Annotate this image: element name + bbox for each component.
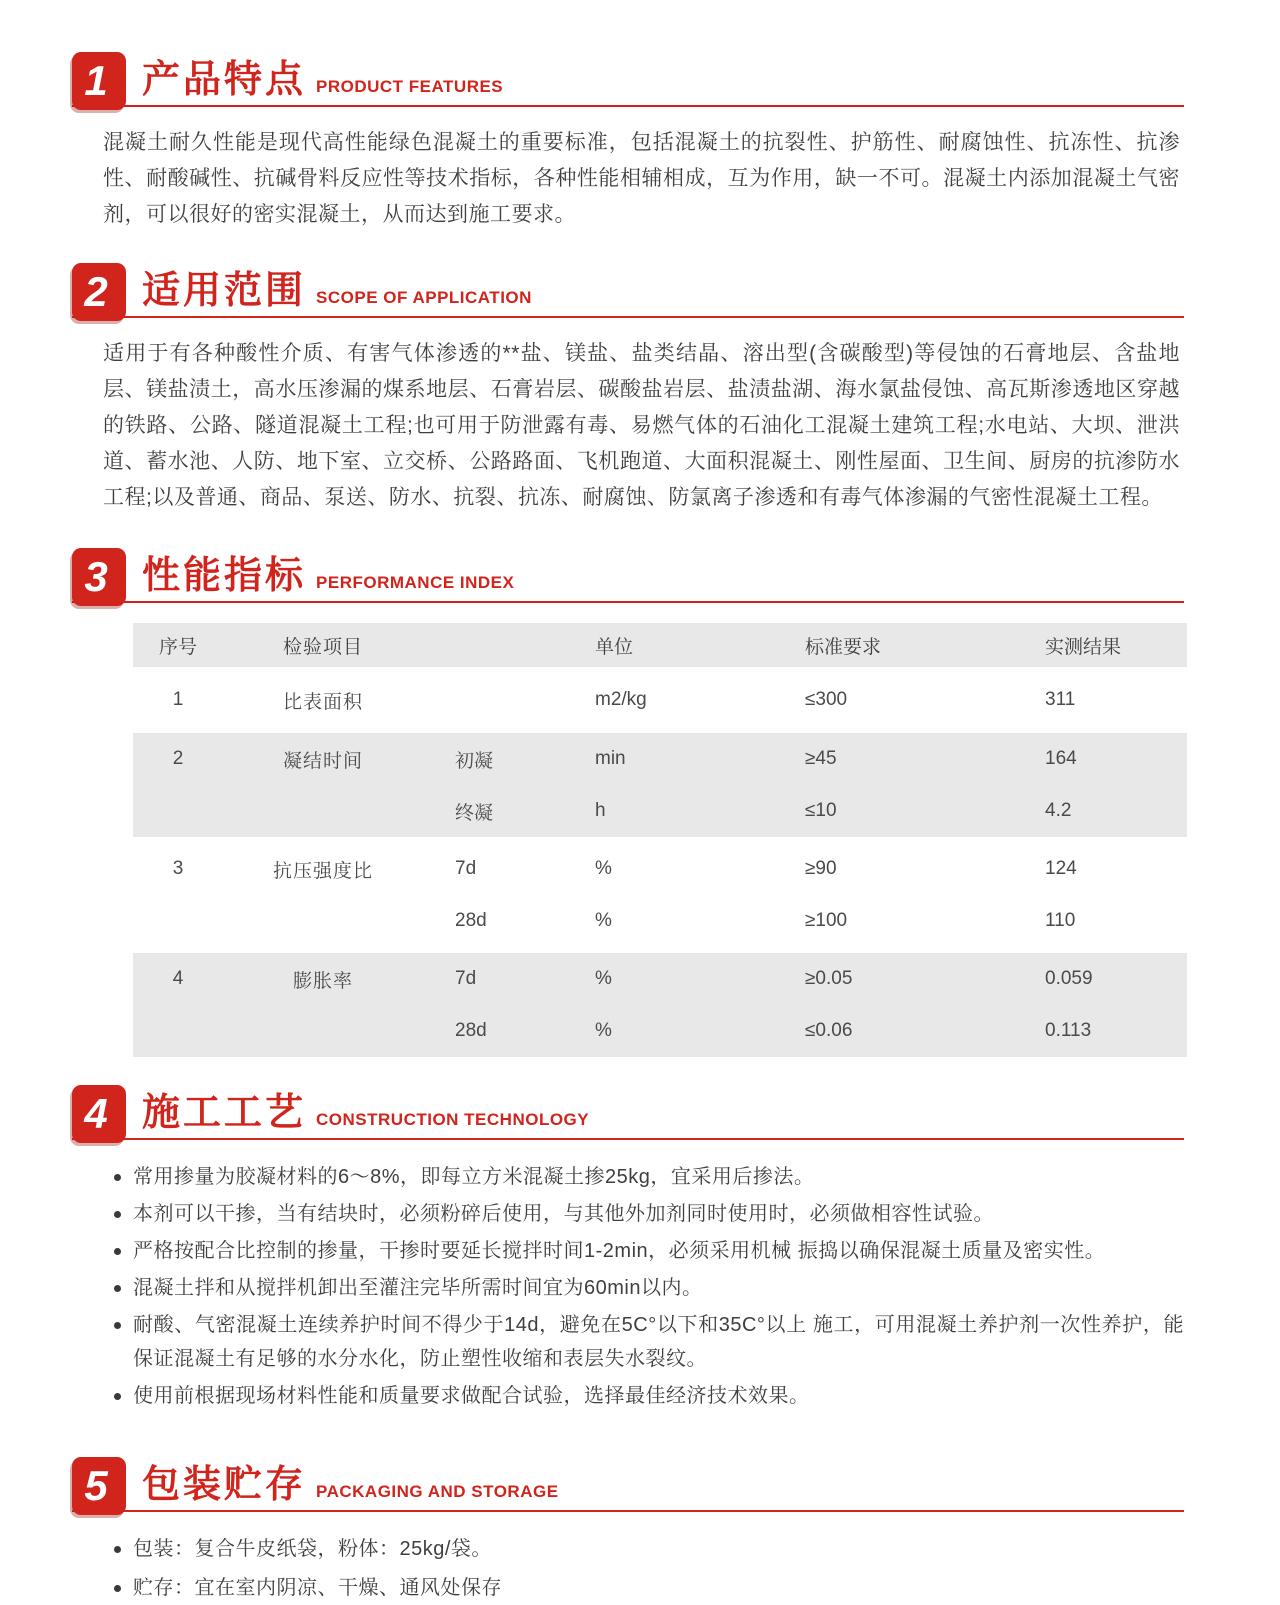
section-construction-technology: [72, 1085, 1184, 1413]
cell-result: 0.059: [1045, 968, 1093, 989]
cell-req: ≤300: [805, 689, 848, 710]
col-header-sub: [423, 623, 563, 667]
list-item: 混凝土拌和从搅拌机卸出至灌注完毕所需时间宜为60min以内。: [112, 1271, 1184, 1305]
table-header-row: [133, 623, 1187, 667]
section-number: 1: [84, 57, 108, 104]
performance-table: [133, 623, 1187, 1057]
section-number: 3: [84, 553, 108, 600]
cell-no: 3: [172, 858, 184, 879]
section-packaging-storage: [72, 1457, 1184, 1605]
col-header-item: 检验项目: [282, 636, 363, 658]
cell-sub: 7d: [455, 968, 477, 989]
section-title-zh: 包装贮存: [142, 1464, 307, 1506]
cell-result: 164: [1045, 748, 1077, 769]
cell-req: ≥90: [805, 858, 837, 879]
section-title-en: SCOPE OF APPLICATION: [316, 288, 532, 307]
cell-sub: 28d: [455, 1020, 487, 1041]
section-number: 2: [84, 268, 108, 315]
cell-unit: h: [595, 800, 606, 821]
cell-no: 1: [172, 689, 184, 710]
section-number-badge: [72, 263, 126, 321]
cell-req: ≤10: [805, 800, 837, 821]
cell-unit: %: [595, 910, 612, 931]
cell-unit: min: [595, 748, 626, 769]
list-item: 常用掺量为胶凝材料的6～8%，即每立方米混凝土掺25kg，宜采用后掺法。: [112, 1160, 1184, 1194]
col-header-unit: 单位: [595, 636, 634, 658]
cell-sub: 28d: [455, 910, 487, 931]
section-title-en: PERFORMANCE INDEX: [316, 573, 515, 592]
table-row: [133, 843, 1187, 947]
cell-no: 2: [172, 748, 184, 769]
section-scope-of-application: [72, 263, 1184, 516]
cell-unit: %: [595, 858, 612, 879]
section-title-zh: 性能指标: [142, 555, 307, 597]
section-title-en: CONSTRUCTION TECHNOLOGY: [316, 1110, 590, 1129]
list-item: 本剂可以干掺，当有结块时，必须粉碎后使用，与其他外加剂同时使用时，必须做相容性试验。: [112, 1197, 1184, 1231]
cell-item: 膨胀率: [292, 970, 353, 992]
section-number-badge: [72, 1085, 126, 1143]
list-item: 耐酸、气密混凝土连续养护时间不得少于14d，避免在5C°以下和35C°以上 施工，可用混凝土养护剂一次性养护，能保证混凝土有足够的水分水化，防止塑性收缩和表层失水裂纹。: [112, 1308, 1184, 1376]
cell-result: 110: [1045, 910, 1076, 931]
list-item: 严格按配合比控制的掺量，干掺时要延长搅拌时间1-2min，必须采用机械 振捣以确保混凝土质量及密实性。: [112, 1234, 1184, 1268]
col-header-req: 标准要求: [805, 636, 882, 658]
col-header-result: 实测结果: [1045, 636, 1122, 658]
section-product-features: [72, 52, 1184, 233]
cell-result: 0.113: [1045, 1020, 1092, 1041]
section-header: [72, 52, 1184, 107]
section-title-en: PACKAGING AND STORAGE: [316, 1482, 559, 1501]
packaging-bullet-list: [112, 1532, 1184, 1605]
cell-req: ≥100: [805, 910, 848, 931]
cell-req: ≤0.06: [805, 1020, 853, 1041]
list-item: 包装：复合牛皮纸袋，粉体：25kg/袋。: [112, 1532, 1184, 1566]
section-number-badge: [72, 52, 126, 110]
cell-no: 4: [172, 968, 184, 989]
table-row: [133, 673, 1187, 727]
cell-item: 抗压强度比: [272, 860, 373, 882]
table-row: [133, 733, 1187, 837]
cell-sub: [423, 673, 563, 727]
cell-sub: 终凝: [455, 802, 494, 824]
cell-sub: 7d: [455, 858, 477, 879]
cell-item: 比表面积: [282, 691, 363, 713]
section-number-badge: [72, 548, 126, 606]
section-number: 4: [84, 1090, 108, 1137]
construction-bullet-list: [112, 1160, 1184, 1413]
list-item: 贮存：宜在室内阴凉、干燥、通风处保存: [112, 1571, 1184, 1605]
section-header: [72, 1085, 1184, 1140]
cell-req: ≥45: [805, 748, 837, 769]
table-row: [133, 953, 1187, 1057]
scope-paragraph: 适用于有各种酸性介质、有害气体渗透的**盐、镁盐、盐类结晶、溶出型(含碳酸型)等侵蚀的石膏地层、含盐地层、镁盐渍土，高水压渗漏的煤系地层、石膏岩层、碳酸盐岩层、盐渍盐湖、海水氯盐侵蚀、高瓦斯渗透地区穿越的铁路、公路、隧道混凝土工程;也可用于防泄露有毒、易燃气体的石油化工混凝土建筑工程;水电站、大坝、泄洪道、蓄水池、人防、地下室、立交桥、公路路面、飞机跑道、大面积混凝土、刚性屋面、卫生间、厨房的抗渗防水工程;以及普通、商品、泵送、防水、抗裂、抗冻、耐腐蚀、防氯离子渗透和有毒气体渗漏的气密性混凝土工程。: [103, 342, 1180, 509]
cell-item: 凝结时间: [282, 750, 363, 772]
section-title-en: PRODUCT FEATURES: [316, 77, 504, 96]
section-header: [72, 1457, 1184, 1512]
cell-result: 124: [1045, 858, 1077, 879]
cell-result: 4.2: [1045, 800, 1072, 821]
section-number: 5: [84, 1462, 108, 1509]
cell-req: ≥0.05: [805, 968, 853, 989]
section-number-badge: [72, 1457, 126, 1515]
cell-sub: 初凝: [455, 750, 494, 772]
section-performance-index: [72, 548, 1184, 1057]
cell-unit: %: [595, 1020, 612, 1041]
cell-result: 311: [1045, 689, 1076, 710]
section-title-zh: 适用范围: [142, 270, 307, 312]
cell-unit: %: [595, 968, 612, 989]
section-header: [72, 263, 1184, 318]
section-header: [72, 548, 1184, 603]
product-features-paragraph: 混凝土耐久性能是现代高性能绿色混凝土的重要标准，包括混凝土的抗裂性、护筋性、耐腐蚀性、抗冻性、抗渗性、耐酸碱性、抗碱骨料反应性等技术指标，各种性能相辅相成，互为作用，缺一不可。混凝土内添加混凝土气密剂，可以很好的密实混凝土，从而达到施工要求。: [103, 131, 1180, 226]
cell-unit: m2/kg: [595, 689, 647, 710]
section-title-zh: 施工工艺: [142, 1092, 307, 1134]
section-title-zh: 产品特点: [142, 59, 307, 101]
col-header-no: 序号: [158, 636, 197, 658]
list-item: 使用前根据现场材料性能和质量要求做配合试验，选择最佳经济技术效果。: [112, 1379, 1184, 1413]
